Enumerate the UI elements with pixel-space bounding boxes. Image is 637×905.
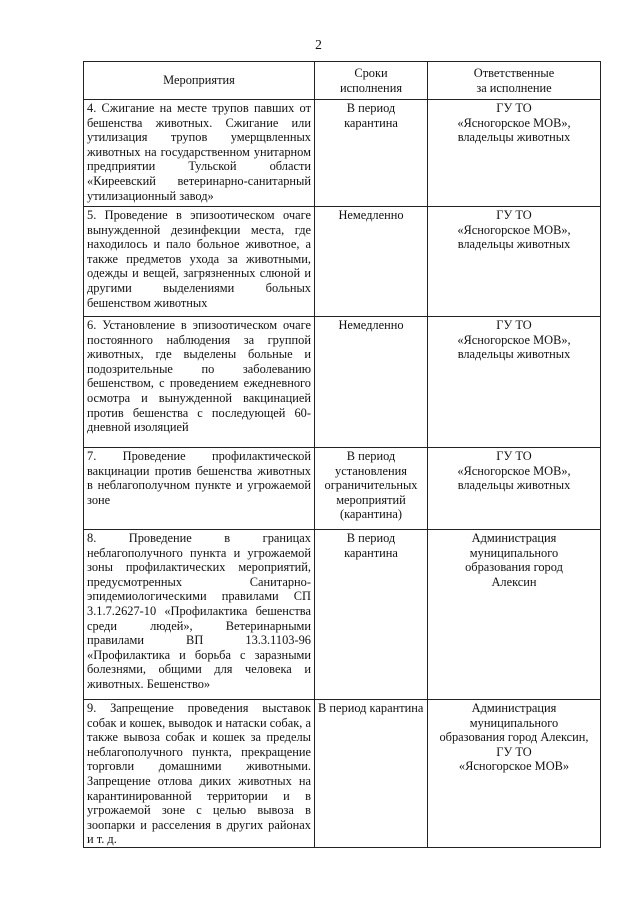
responsible-cell: Администрация муниципального образования город Алексин: [428, 530, 601, 700]
table-row: [84, 100, 601, 207]
deadline-cell: В период установления ограничительных мероприятий (карантина): [315, 448, 428, 530]
header-responsible: Ответственные за исполнение: [428, 62, 601, 100]
deadline-cell: В период карантина: [315, 530, 428, 700]
responsible-cell: ГУ ТО «Ясногорское МОВ», владельцы животных: [428, 207, 601, 317]
page-number: 2: [315, 37, 322, 52]
measure-cell: 6. Установление в эпизоотическом очаге постоянного наблюдения за группой животных, где выделены больные и подозрительные по заболеванию бешенством, с проведением ежедневного осмотра и вынужденной вакцинацией против бешенства с последующей 60-дневной изоляцией: [84, 317, 315, 448]
header-measures: Мероприятия: [84, 62, 315, 100]
table-row: [84, 317, 601, 448]
table-row: [84, 448, 601, 530]
table-row: [84, 530, 601, 700]
measure-cell: 7. Проведение профилактической вакцинации против бешенства животных в неблагополучном пункте и угрожаемой зоне: [84, 448, 315, 530]
measures-table: [83, 61, 601, 848]
responsible-cell: ГУ ТО «Ясногорское МОВ», владельцы животных: [428, 100, 601, 207]
deadline-cell: В период карантина: [315, 100, 428, 207]
deadline-cell: В период карантина: [315, 700, 428, 848]
table-row: [84, 700, 601, 848]
measure-cell: 4. Сжигание на месте трупов павших от бешенства животных. Сжигание или утилизация трупов умерщвленных животных на государственном унитарном предприятии Тульской области «Киреевский ветеринарно-санитарный утилизационный завод»: [84, 100, 315, 207]
measure-cell: 5. Проведение в эпизоотическом очаге вынужденной дезинфекции места, где находилось и пало больное животное, а также предметов ухода за животными, одежды и вещей, загрязненных слюной и другими выделениями больных бешенством животных: [84, 207, 315, 317]
deadline-cell: Немедленно: [315, 207, 428, 317]
table-row: [84, 207, 601, 317]
header-deadlines: Сроки исполнения: [315, 62, 428, 100]
responsible-cell: ГУ ТО «Ясногорское МОВ», владельцы животных: [428, 317, 601, 448]
table-header-row: [84, 62, 601, 100]
responsible-cell: ГУ ТО «Ясногорское МОВ», владельцы животных: [428, 448, 601, 530]
measure-cell: 9. Запрещение проведения выставок собак и кошек, выводок и натаски собак, а также вывоза собак и кошек за пределы неблагополучного пункта, прекращение торговли домашними животными. Запрещение отлова диких животных на карантинированной территории и в угрожаемой зоне с целью вывоза в зоопарки и расселения в других районах и т. д.: [84, 700, 315, 848]
deadline-cell: Немедленно: [315, 317, 428, 448]
measure-cell: 8. Проведение в границах неблагополучного пункта и угрожаемой зоны профилактических мероприятий, предусмотренных Санитарно-эпидемиологическими правилами СП 3.1.7.2627-10 «Профилактика бешенства среди людей», Ветеринарными правилами ВП 13.3.1103-96 «Профилактика и борьба с заразными болезнями, общими для человека и животных. Бешенство»: [84, 530, 315, 700]
responsible-cell: Администрация муниципального образования город Алексин, ГУ ТО «Ясногорское МОВ»: [428, 700, 601, 848]
